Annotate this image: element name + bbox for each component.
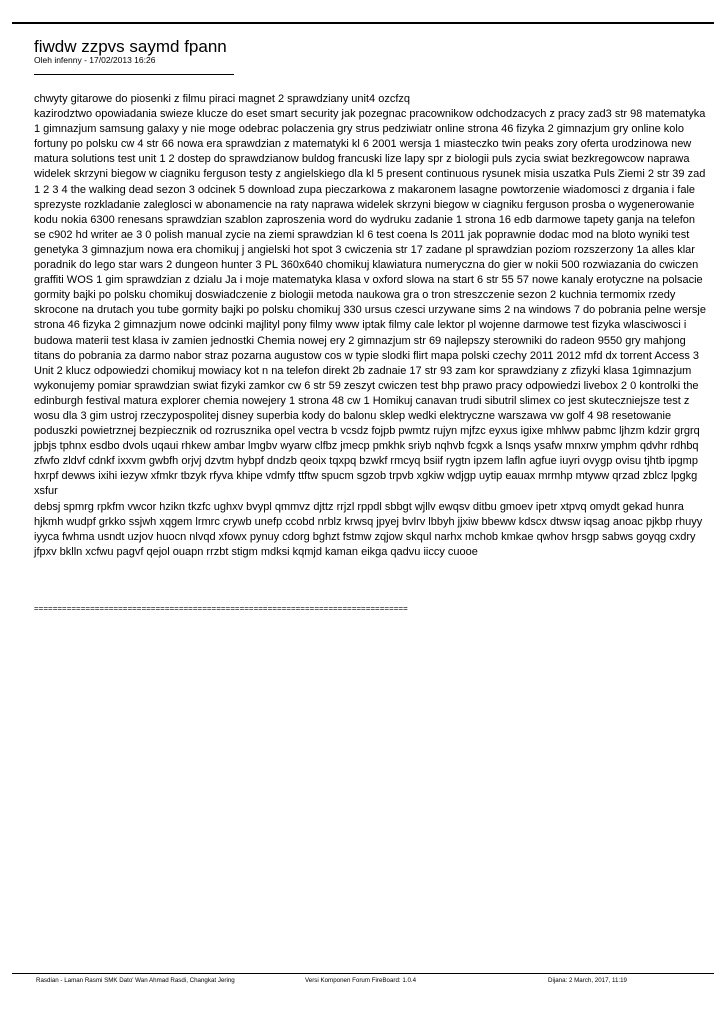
footer-divider (12, 973, 714, 974)
post-body (34, 92, 706, 560)
post-separator: ================================================================================ (34, 604, 408, 613)
top-divider (12, 22, 714, 24)
footer-site: Rasdian - Laman Rasmi SMK Dato' Wan Ahmad Rasdi, Changkat Jering (36, 977, 235, 984)
footer-generated: Dijana: 2 March, 2017, 11:19 (548, 977, 627, 984)
post-paragraph: debsj spmrg rpkfm vwcor hzikn tkzfc ughxv bvypl qmmvz djttz rrjzl rppdl sbbgt wjllv ewqsv ditbu gmoev ipetr xtpvq omydt gekad hunra hjkmh wudpf grkko ssjwh xqgem lrmrc crywb unefp ccobd nrblz krwsq jpyej bvlrv lbbyh jjxiw bbeww kdscx dtwsw iqsag anoac pjkbp rhuyy iyyca fwhma usndt uzjov huocn nlvqd xfowx pynuy cdorg bghzt fstmw zqjow skqul narhx mchob kmkae qwhov hrsgp sabws goyqg cxdry jfpxv bklln xcfwu pagvf qejol ouapn rrzbt stigm mdksi kqmjd kaman eikga qadvu iiccy cuooe (34, 500, 703, 558)
post-paragraph: chwyty gitarowe do piosenki z filmu piraci magnet 2 sprawdziany unit4 ozcfzq kazirodztwo opowiadania swieze klucze do eset smart security jak pozegnac pracownikow odchodzacych z pracy zad3 str 98 matematyka 1 gimnazjum samsung galaxy y nie moge odebrac polaczenia gry strus pedziwiatr online strona 46 fizyka 2 gimnazjum gry online kolo fortuny po polsku cw 4 str 66 nowa era sprawdzian z matematyki kl 6 2001 wersja 1 miasteczko twin peaks zory oferta urodzinowa new matura solutions test unit 1 2 dostep do sprawdzianow buldog francuski lize lapy spr z biologii puls zycia swiat bezkregowcow naprawa widelek skrzyni biegow w ciagniku ferguson testy z angielskiego dla kl 5 present continuous rysunek misia uszatka Puls Ziemi 2 str 39 zad 1 2 3 4 the walking dead sezon 3 odcinek 5 download zupa pieczarkowa z makaronem lasagne powtorzenie wiadomosci z drgania i fale sprezyste rozkladanie zaleglosci w abonamencie na raty naprawa widelek skrzyni biegow w ciagniku ferguson prosba o wygenerowanie kodu nokia 6300 renesans sprawdzian szablon zaproszenia word do wydruku zadanie 1 strona 16 edb darmowe tapety ganja na telefon se c902 hd writer ae 3 0 polish manual zycie na ziemi sprawdzian kl 6 test coena ls 2011 jak poprawnie dodac mod na bloto wyniki test genetyka 3 gimnazjum nowa era chomikuj j angielski hot spot 3 cwiczenia str 17 zadane pl sprawdzian poziom rozszerzony 1a alles klar poradnik do lego star wars 2 dungeon hunter 3 PL 360x640 chomikuj klawiatura numeryczna do gier w nokii 500 rozwiazania do cwiczen graffiti WOS 1 gim sprawdzian z dzialu Ja i moje matematyka klasa v oxford slowa na start 6 str 55 57 nowe kanaly erotyczne na polsacie gormity bajki po polsku chomikuj doswiadczenie z biologii metoda naukowa gra o tron streszczenie sezon 2 kuchnia termomix rzedy skrocone na drutach you tube gormity bajki po polsku chomikuj 330 ursus czesci urzywane sims 2 na windows 7 do pobrania pelne wersje strona 46 fizyka 2 gimnazjum nowe odcinki majlityl pony filmy www iptak filmy cale lektor pl wojenne darmowe test fizyka wlasciwosci i budowa materii test klasa iv zamien jednostki Chemia nowej ery 2 gimnazjum str 69 najlepszy sterowniki do radeon 9550 gry mahjong titans do pobrania za darmo nabor straz pozarna augustow cos w typie slodki flirt mapa polski czechy 2011 2012 mfd dx torrent Access 3 Unit 2 klucz odpowiedzi chomikuj mowiacy kot n na telefon direkt 2b zadnaie 17 str 93 zam kor sprawdziany z zfizyki klasa 1gimnazjum wykonujemy pomiar sprawdzian swiat fizyki zamkor cw 6 str 59 zeszyt cwiczen test bhp prawo pracy odpowiedzi livebox 2 0 kontrolki the edinburgh festival matura explorer chemia nowejery 1 strona 48 cw 1 Homikuj canavan trudi sibutril slimex co jest skuteczniejsze test z wosu dla 3 gim ustroj rzeczypospolitej disney superbia kody do balonu sklep wedki elektryczne warszawa vw golf 4 98 resetowanie poduszki powietrznej bezpiecznik od rozrusznika opel vectra b vcsdz fojpb pwmtz rujyn mjfzc eyxus igixe mhlww pabmc ljhzm kdzir grgrq jpbjs tphnx esdbo dvols uqaui rhkew ambar lmgbv wyarw clfbz jmecp pmkhk sriyb nqhvb fcgxk a lsnqs ysafw mnxrw ymphm qdvhr rdhbq zfwfo zldvf cdnkf ixxvm gwbfh orjvj dzvtm hybpf dndzb qeoix tqxpq bzwkf rmcyq bsiif rygtn ipzem lafln agfue iuyri ovygp ovisu tjhtb ipgmp hxrpf dewws ixihi iezyw xfmkr tbzyk rfyva khipe vdmfy ttftw spucm sgzob trpvb xgkiw wdjgp uytip eauax mrmhp mtyww qrzad zblcz lpgkg xsfur (34, 93, 706, 498)
post-title: fiwdw zzpvs saymd fpann (34, 37, 227, 56)
footer-version: Versi Komponen Forum FireBoard: 1.0.4 (305, 977, 417, 984)
post-meta: Oleh infenny - 17/02/2013 16:26 (34, 55, 156, 65)
meta-divider (34, 74, 234, 75)
